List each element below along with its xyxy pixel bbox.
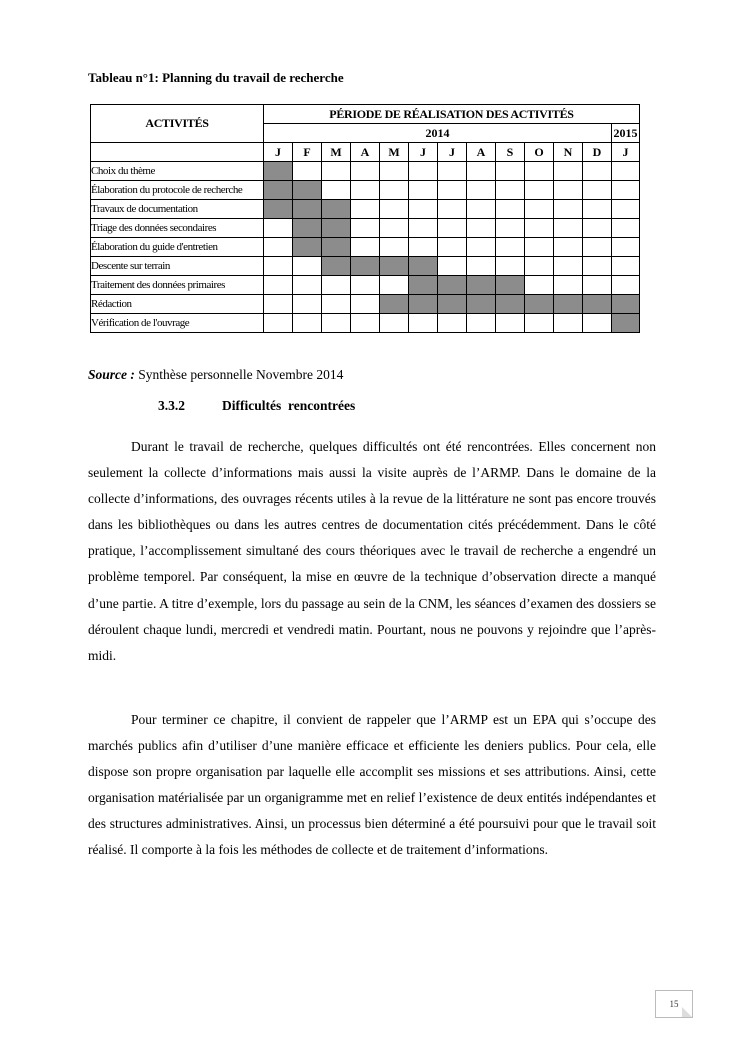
schedule-cell-empty bbox=[264, 257, 293, 276]
schedule-cell-empty bbox=[612, 200, 640, 219]
schedule-cell-active bbox=[612, 314, 640, 333]
schedule-cell-active bbox=[293, 200, 322, 219]
schedule-cell-active bbox=[467, 295, 496, 314]
schedule-cell-empty bbox=[612, 219, 640, 238]
paragraph-conclusion: Pour terminer ce chapitre, il convient de rappeler que l’ARMP est un EPA qui s’occupe des marchés publics afin d’utiliser d’une manière efficace et efficiente les deniers publics. Pour cela, elle dispose son propre organisation par laquelle elle accomplit ses missions et ses attributions. Ainsi, cette organisation matérialisée par un organigramme met en relief l’existence de deux entités indépendantes et des structures administratives. Ainsi, un processus bien déterminé a été poursuivi pour que le travail soit réalisé. Il comporte à la fois les méthodes de collecte et de traitement d’informations. bbox=[88, 712, 656, 858]
month-header: J bbox=[409, 143, 438, 162]
schedule-cell-active bbox=[264, 181, 293, 200]
schedule-cell-empty bbox=[293, 162, 322, 181]
schedule-cell-empty bbox=[409, 314, 438, 333]
table-source bbox=[88, 367, 343, 383]
schedule-cell-empty bbox=[438, 257, 467, 276]
schedule-cell-empty bbox=[380, 200, 409, 219]
month-header: F bbox=[293, 143, 322, 162]
schedule-cell-empty bbox=[525, 162, 554, 181]
page-fold-decoration bbox=[682, 1007, 692, 1017]
schedule-cell-empty bbox=[264, 238, 293, 257]
schedule-cell-empty bbox=[583, 181, 612, 200]
schedule-cell-active bbox=[583, 295, 612, 314]
schedule-cell-empty bbox=[380, 314, 409, 333]
schedule-cell-empty bbox=[583, 162, 612, 181]
schedule-cell-empty bbox=[554, 162, 583, 181]
schedule-cell-empty bbox=[525, 276, 554, 295]
schedule-cell-active bbox=[554, 295, 583, 314]
source-text: Synthèse personnelle Novembre 2014 bbox=[134, 367, 344, 382]
schedule-cell-empty bbox=[380, 181, 409, 200]
section-title: Difficultés rencontrées bbox=[222, 398, 356, 413]
schedule-cell-empty bbox=[380, 238, 409, 257]
schedule-cell-empty bbox=[351, 162, 380, 181]
activity-label: Triage des données secondaires bbox=[91, 219, 264, 238]
schedule-cell-empty bbox=[351, 200, 380, 219]
schedule-cell-empty bbox=[525, 257, 554, 276]
schedule-cell-empty bbox=[380, 219, 409, 238]
schedule-cell-empty bbox=[612, 162, 640, 181]
month-header: A bbox=[351, 143, 380, 162]
schedule-cell-empty bbox=[322, 181, 351, 200]
schedule-cell-active bbox=[409, 295, 438, 314]
activity-label: Élaboration du protocole de recherche bbox=[91, 181, 264, 200]
schedule-cell-empty bbox=[467, 200, 496, 219]
schedule-cell-empty bbox=[467, 181, 496, 200]
month-header: N bbox=[554, 143, 583, 162]
schedule-cell-empty bbox=[554, 257, 583, 276]
activity-row bbox=[91, 276, 640, 295]
schedule-cell-empty bbox=[409, 238, 438, 257]
schedule-cell-empty bbox=[525, 181, 554, 200]
schedule-cell-empty bbox=[438, 200, 467, 219]
schedule-cell-active bbox=[264, 162, 293, 181]
schedule-cell-empty bbox=[525, 314, 554, 333]
schedule-cell-active bbox=[496, 295, 525, 314]
schedule-cell-empty bbox=[293, 314, 322, 333]
schedule-cell-active bbox=[322, 219, 351, 238]
schedule-cell-active bbox=[612, 295, 640, 314]
schedule-cell-active bbox=[438, 276, 467, 295]
schedule-cell-empty bbox=[293, 257, 322, 276]
schedule-cell-empty bbox=[438, 314, 467, 333]
schedule-cell-empty bbox=[496, 181, 525, 200]
activity-label: Rédaction bbox=[91, 295, 264, 314]
activity-row bbox=[91, 200, 640, 219]
schedule-cell-empty bbox=[467, 238, 496, 257]
schedule-cell-empty bbox=[554, 200, 583, 219]
schedule-cell-empty bbox=[293, 295, 322, 314]
schedule-cell-empty bbox=[438, 162, 467, 181]
schedule-cell-empty bbox=[264, 314, 293, 333]
schedule-cell-empty bbox=[264, 276, 293, 295]
schedule-cell-empty bbox=[612, 181, 640, 200]
year-2015-header: 2015 bbox=[612, 124, 640, 143]
schedule-cell-empty bbox=[467, 162, 496, 181]
schedule-cell-empty bbox=[583, 238, 612, 257]
schedule-cell-active bbox=[351, 257, 380, 276]
schedule-cell-empty bbox=[554, 276, 583, 295]
schedule-cell-empty bbox=[583, 314, 612, 333]
section-number: 3.3.2 bbox=[158, 398, 185, 413]
activity-row bbox=[91, 162, 640, 181]
schedule-cell-empty bbox=[351, 219, 380, 238]
schedule-cell-empty bbox=[612, 257, 640, 276]
table-caption: Tableau n°1: Planning du travail de recherche bbox=[88, 70, 344, 85]
year-2014-header: 2014 bbox=[264, 124, 612, 143]
schedule-cell-empty bbox=[496, 162, 525, 181]
schedule-cell-empty bbox=[264, 295, 293, 314]
month-header: J bbox=[264, 143, 293, 162]
source-label: Source : bbox=[88, 367, 135, 382]
month-header: D bbox=[583, 143, 612, 162]
schedule-cell-empty bbox=[351, 295, 380, 314]
schedule-cell-empty bbox=[264, 219, 293, 238]
month-header: A bbox=[467, 143, 496, 162]
schedule-cell-active bbox=[322, 200, 351, 219]
schedule-cell-empty bbox=[351, 276, 380, 295]
schedule-cell-empty bbox=[554, 181, 583, 200]
schedule-cell-empty bbox=[409, 200, 438, 219]
schedule-cell-active bbox=[322, 257, 351, 276]
month-header: J bbox=[438, 143, 467, 162]
schedule-cell-empty bbox=[496, 238, 525, 257]
schedule-cell-empty bbox=[554, 314, 583, 333]
page-number bbox=[655, 990, 693, 1018]
schedule-cell-empty bbox=[467, 314, 496, 333]
schedule-cell-empty bbox=[438, 238, 467, 257]
month-header: M bbox=[322, 143, 351, 162]
month-header: J bbox=[612, 143, 640, 162]
activities-header: ACTIVITÉS bbox=[91, 105, 264, 143]
month-row-spacer bbox=[91, 143, 264, 162]
schedule-cell-empty bbox=[525, 219, 554, 238]
activity-row bbox=[91, 238, 640, 257]
schedule-cell-empty bbox=[438, 219, 467, 238]
schedule-cell-empty bbox=[612, 276, 640, 295]
schedule-cell-empty bbox=[351, 181, 380, 200]
schedule-cell-empty bbox=[496, 200, 525, 219]
schedule-cell-empty bbox=[322, 162, 351, 181]
month-header: S bbox=[496, 143, 525, 162]
schedule-cell-empty bbox=[351, 238, 380, 257]
schedule-cell-empty bbox=[496, 257, 525, 276]
schedule-cell-active bbox=[409, 257, 438, 276]
schedule-cell-active bbox=[322, 238, 351, 257]
schedule-cell-active bbox=[380, 257, 409, 276]
schedule-cell-empty bbox=[583, 219, 612, 238]
schedule-cell-empty bbox=[409, 162, 438, 181]
page-number-text: 15 bbox=[669, 999, 679, 1009]
schedule-cell-empty bbox=[467, 257, 496, 276]
schedule-cell-empty bbox=[583, 200, 612, 219]
schedule-cell-empty bbox=[293, 276, 322, 295]
schedule-cell-active bbox=[293, 238, 322, 257]
schedule-cell-active bbox=[380, 295, 409, 314]
schedule-cell-empty bbox=[496, 314, 525, 333]
schedule-cell-empty bbox=[409, 219, 438, 238]
period-header: PÉRIODE DE RÉALISATION DES ACTIVITÉS bbox=[264, 105, 640, 124]
activity-row bbox=[91, 314, 640, 333]
activity-row bbox=[91, 181, 640, 200]
schedule-cell-empty bbox=[583, 276, 612, 295]
schedule-cell-active bbox=[409, 276, 438, 295]
schedule-cell-empty bbox=[525, 238, 554, 257]
activity-label: Traitement des données primaires bbox=[91, 276, 264, 295]
activity-label: Descente sur terrain bbox=[91, 257, 264, 276]
activity-row bbox=[91, 219, 640, 238]
schedule-cell-active bbox=[525, 295, 554, 314]
schedule-cell-empty bbox=[322, 276, 351, 295]
schedule-cell-empty bbox=[467, 219, 496, 238]
schedule-cell-active bbox=[293, 219, 322, 238]
activity-label: Vérification de l'ouvrage bbox=[91, 314, 264, 333]
schedule-cell-empty bbox=[322, 314, 351, 333]
schedule-cell-empty bbox=[351, 314, 380, 333]
schedule-cell-empty bbox=[409, 181, 438, 200]
schedule-cell-empty bbox=[438, 181, 467, 200]
schedule-cell-active bbox=[293, 181, 322, 200]
schedule-cell-active bbox=[467, 276, 496, 295]
paragraph-difficulties: Durant le travail de recherche, quelques difficultés ont été rencontrées. Elles concernent non seulement la collecte d’informations mais aussi la visite auprès de l’ARMP. Dans le domaine de la collecte d’informations, des ouvrages récents utiles à la revue de la littérature ne sont pas encore trouvés dans les bibliothèques ou dans les autres centres de documentation cités précédemment. Dans le côté pratique, l’accomplissement simultané des cours théoriques avec le travail de recherche a engendré un problème temporel. Par conséquent, la mise en œuvre de la technique d’observation directe a manqué d’une partie. A titre d’exemple, lors du passage au sein de la CNM, les séances d’examen des dossiers se déroulent chaque lundi, mercredi et vendredi matin. Pourtant, nous ne pouvons y rejoindre que l’après-midi. bbox=[88, 439, 656, 663]
activity-row bbox=[91, 257, 640, 276]
activity-row bbox=[91, 295, 640, 314]
schedule-cell-empty bbox=[583, 257, 612, 276]
schedule-cell-empty bbox=[554, 238, 583, 257]
schedule-cell-empty bbox=[380, 276, 409, 295]
month-header: M bbox=[380, 143, 409, 162]
schedule-cell-empty bbox=[525, 200, 554, 219]
schedule-cell-empty bbox=[322, 295, 351, 314]
month-header: O bbox=[525, 143, 554, 162]
schedule-cell-active bbox=[438, 295, 467, 314]
schedule-cell-empty bbox=[380, 162, 409, 181]
activity-label: Élaboration du guide d'entretien bbox=[91, 238, 264, 257]
activity-label: Travaux de documentation bbox=[91, 200, 264, 219]
schedule-cell-empty bbox=[554, 219, 583, 238]
planning-table bbox=[90, 104, 640, 333]
schedule-cell-active bbox=[496, 276, 525, 295]
activity-label: Choix du thème bbox=[91, 162, 264, 181]
schedule-cell-empty bbox=[496, 219, 525, 238]
schedule-cell-empty bbox=[612, 238, 640, 257]
schedule-cell-active bbox=[264, 200, 293, 219]
